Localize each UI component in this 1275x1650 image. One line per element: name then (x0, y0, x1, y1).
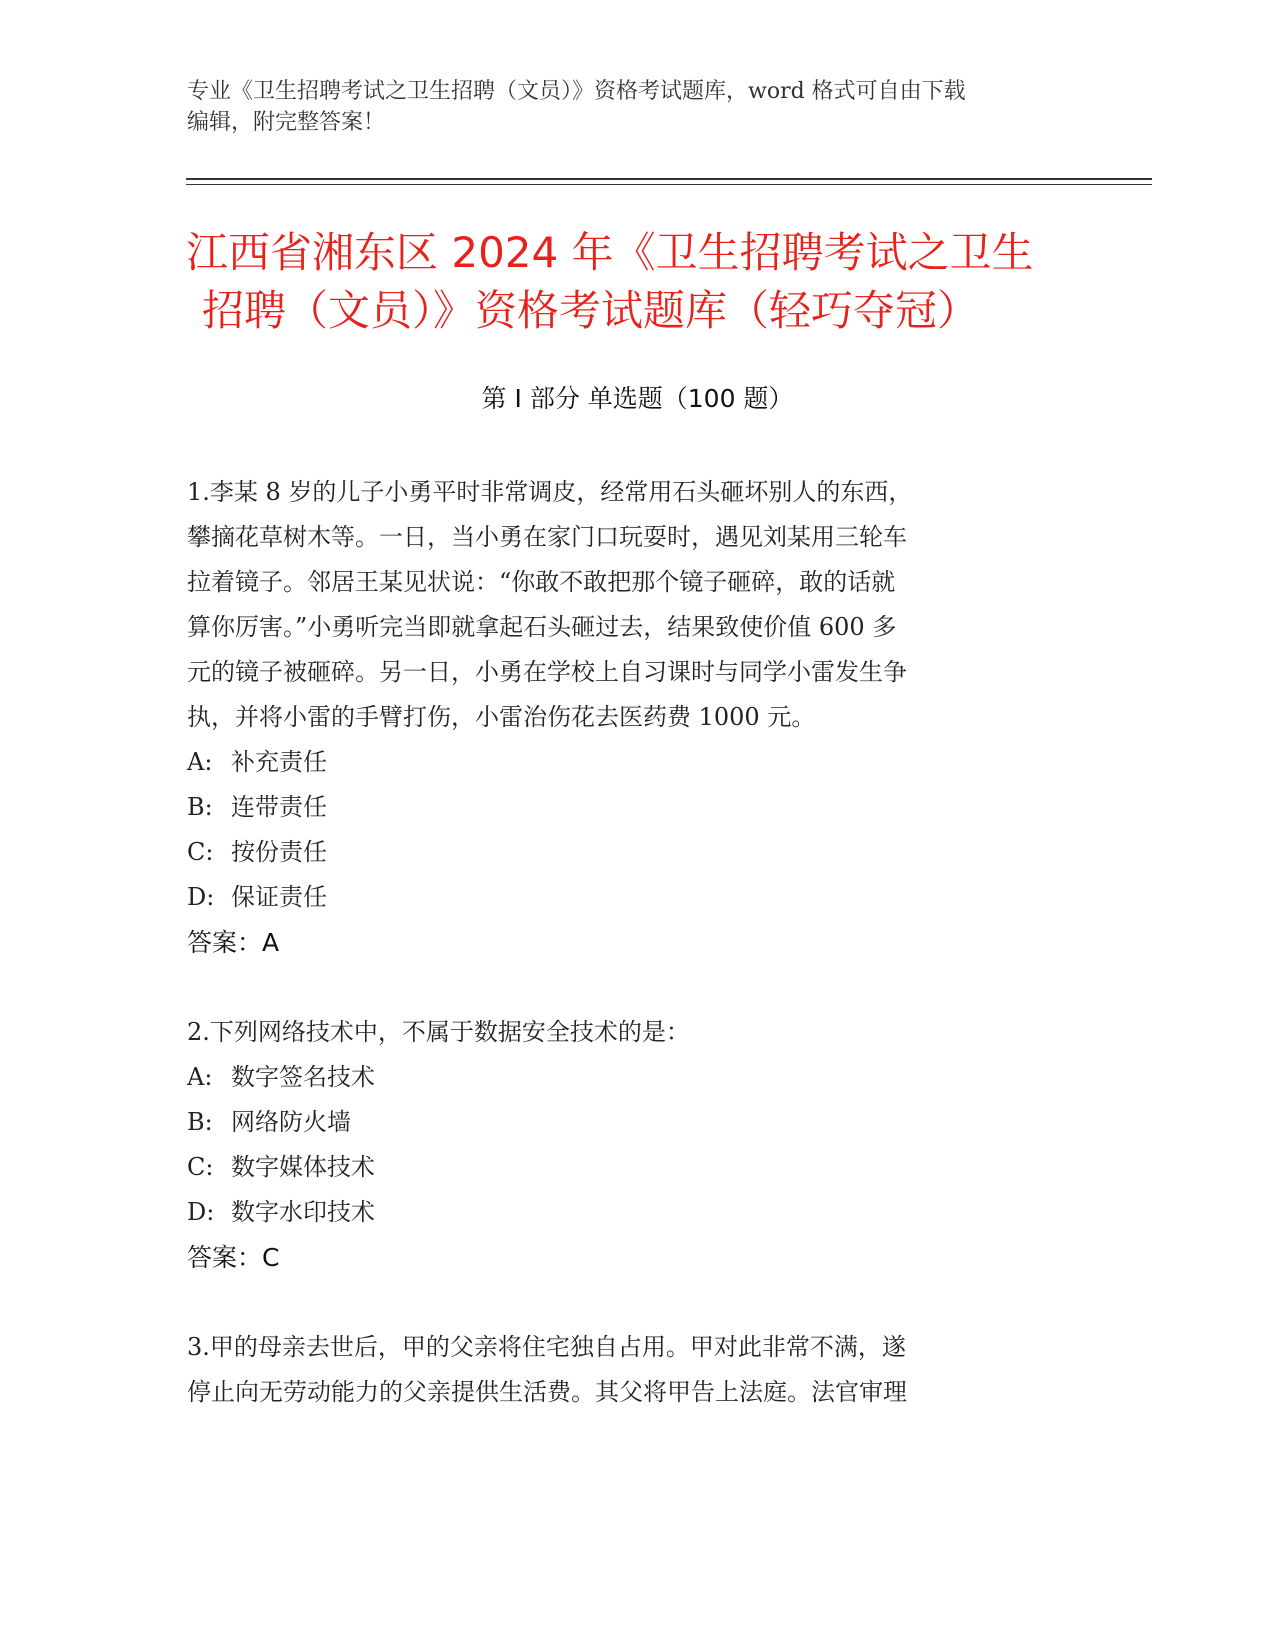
question-stem-line: 算你厉害。”小勇听完当即就拿起石头砸过去，结果致使价值 600 多 (187, 613, 897, 641)
document-title (186, 224, 1086, 340)
option-letter: C: (187, 838, 214, 866)
question-stem-line: 元的镜子被砸碎。另一日，小勇在学校上自习课时与同学小雷发生争 (187, 658, 907, 686)
question-option (187, 785, 1067, 830)
question-item (187, 1010, 1067, 1280)
option-text: 数字媒体技术 (231, 1153, 375, 1181)
question-stem-line: 1.李某 8 岁的儿子小勇平时非常调皮，经常用石头砸坏别人的东西， (187, 478, 913, 506)
section-title: 第 I 部分 单选题（100 题） (481, 384, 794, 413)
question-option (187, 1145, 1067, 1190)
document-title-line: 江西省湘东区 2024 年《卫生招聘考试之卫生 (186, 228, 1034, 277)
option-text: 网络防火墙 (231, 1108, 351, 1136)
question-option (187, 830, 1067, 875)
option-letter: D: (187, 1198, 215, 1226)
header-note-line: 专业《卫生招聘考试之卫生招聘（文员）》资格考试题库，word 格式可自由下载 (187, 79, 966, 104)
question-item (187, 1325, 1067, 1415)
question-option (187, 875, 1067, 920)
question-option (187, 1100, 1067, 1145)
question-answer: 答案：A (187, 928, 280, 957)
option-text: 按份责任 (231, 838, 327, 866)
option-letter: B: (187, 1108, 213, 1136)
option-letter: D: (187, 883, 215, 911)
option-letter: A: (187, 1063, 213, 1091)
question-stem-line: 拉着镜子。邻居王某见状说：“你敢不敢把那个镜子砸碎，敢的话就 (187, 568, 896, 596)
question-option (187, 740, 1067, 785)
question-stem-line: 3.甲的母亲去世后，甲的父亲将住宅独自占用。甲对此非常不满，遂 (187, 1333, 906, 1361)
question-option (187, 1055, 1067, 1100)
header-divider-thick (186, 178, 1152, 180)
option-text: 连带责任 (231, 793, 327, 821)
question-stem-line: 停止向无劳动能力的父亲提供生活费。其父将甲告上法庭。法官审理 (187, 1378, 907, 1406)
option-text: 数字水印技术 (231, 1198, 375, 1226)
question-stem-line: 攀摘花草树木等。一日，当小勇在家门口玩耍时，遇见刘某用三轮车 (187, 523, 907, 551)
question-stem-line: 2.下列网络技术中，不属于数据安全技术的是： (187, 1018, 690, 1046)
question-list (187, 470, 1067, 1460)
header-note-line: 编辑，附完整答案！ (187, 110, 386, 135)
question-option (187, 1190, 1067, 1235)
option-text: 补充责任 (231, 748, 327, 776)
question-item (187, 470, 1067, 965)
option-letter: B: (187, 793, 213, 821)
option-letter: C: (187, 1153, 214, 1181)
option-text: 保证责任 (231, 883, 327, 911)
header-note (187, 76, 1067, 138)
question-stem-line: 执，并将小雷的手臂打伤，小雷治伤花去医药费 1000 元。 (187, 703, 816, 731)
document-title-line: 招聘（文员）》资格考试题库（轻巧夺冠） (202, 286, 980, 335)
option-text: 数字签名技术 (231, 1063, 375, 1091)
question-answer: 答案：C (187, 1243, 280, 1272)
option-letter: A: (187, 748, 213, 776)
header-divider-thin (186, 184, 1152, 185)
